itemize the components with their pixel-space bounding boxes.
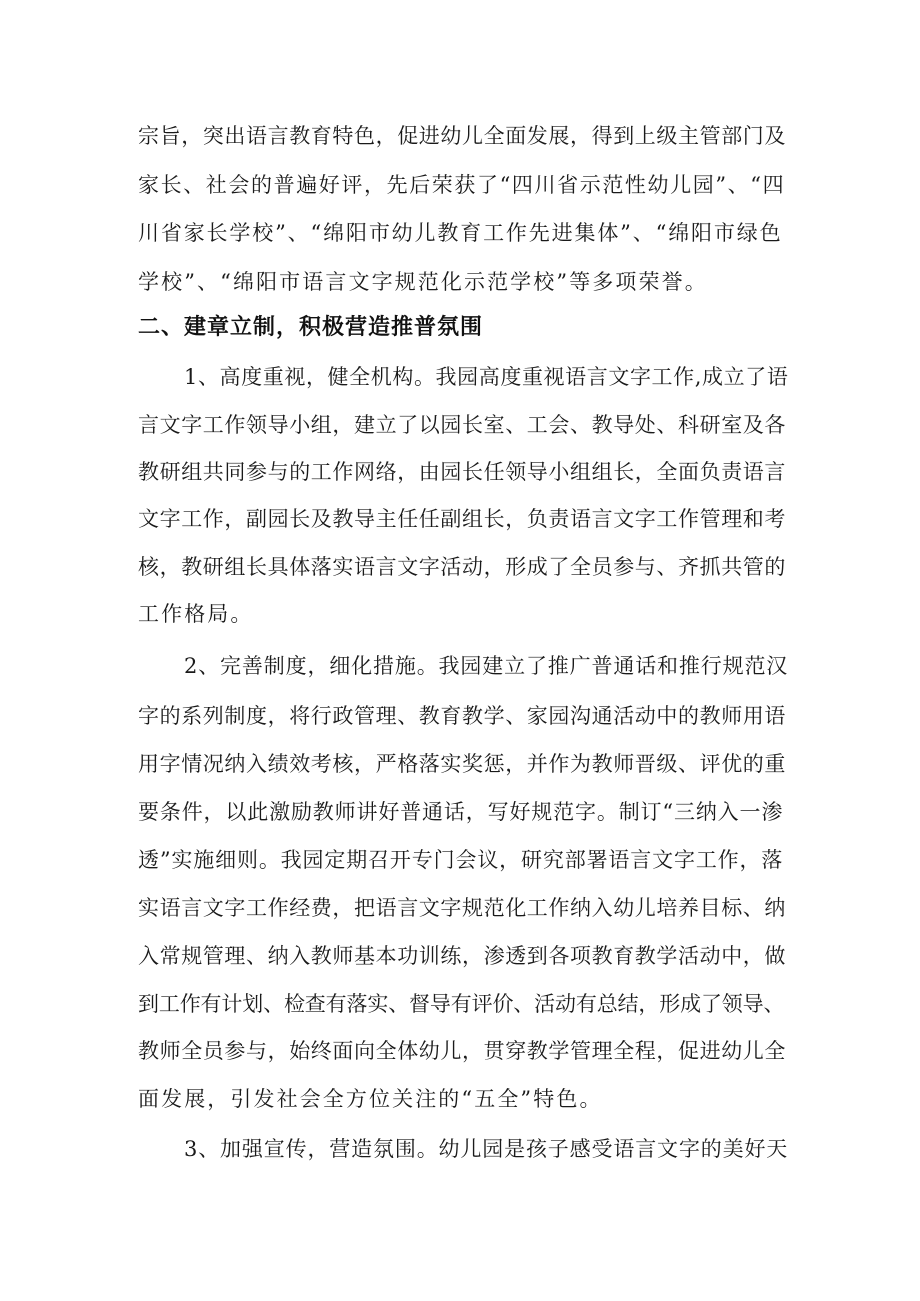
paragraph-line: 实语言文字工作经费，把语言文字规范化工作纳入幼儿培养目标、纳 [138,896,786,920]
paragraph-line: 入常规管理、纳入教师基本功训练，渗透到各项教育教学活动中，做 [138,944,786,968]
paragraph-line: 家长、社会的普遍好评，先后荣获了“四川省示范性幼儿园”、“四 [138,173,786,197]
paragraph-line: 川省家长学校”、“绵阳市幼儿教育工作先进集体”、“绵阳市绿色 [138,221,783,245]
paragraph-line: 2、完善制度，细化措施。我园建立了推广普通话和推行规范汉 [184,654,789,678]
paragraph-line: 宗旨，突出语言教育特色，促进幼儿全面发展，得到上级主管部门及 [138,124,786,148]
paragraph-line: 面发展，引发社会全方位关注的“五全”特色。 [138,1087,603,1111]
paragraph-line: 核，教研组长具体落实语言文字活动，形成了全员参与、齐抓共管的 [138,555,786,579]
paragraph-line: 到工作有计划、检查有落实、督导有评价、活动有总结，形成了领导、 [138,992,785,1016]
paragraph-line: 言文字工作领导小组，建立了以园长室、工会、教导处、科研室及各 [138,413,786,437]
paragraph-line: 教师全员参与，始终面向全体幼儿，贯穿教学管理全程，促进幼儿全 [138,1039,786,1063]
paragraph-line: 用字情况纳入绩效考核，严格落实奖惩，并作为教师晋级、评优的重 [138,752,786,776]
paragraph-line: 工作格局。 [138,602,254,626]
paragraph-line: 字的系列制度，将行政管理、教育教学、家园沟通活动中的教师用语 [138,704,786,728]
paragraph-line: 学校”、“绵阳市语言文字规范化示范学校”等多项荣誉。 [138,270,708,294]
section-heading: 二、建章立制，积极营造推普氛围 [138,315,484,340]
paragraph-line: 教研组共同参与的工作网络，由园长任领导小组组长，全面负责语言 [138,460,786,484]
paragraph-line: 透”实施细则。我园定期召开专门会议，研究部署语言文字工作，落 [138,848,784,872]
paragraph-line: 1、高度重视，健全机构。我园高度重视语言文字工作,成立了语 [184,365,789,389]
paragraph-line: 3、加强宣传，营造氛围。幼儿园是孩子感受语言文字的美好天 [184,1137,789,1161]
paragraph-line: 要条件，以此激励教师讲好普通话，写好规范字。制订“三纳入一渗 [138,800,784,824]
paragraph-line: 文字工作，副园长及教导主任任副组长，负责语言文字工作管理和考 [138,507,786,531]
